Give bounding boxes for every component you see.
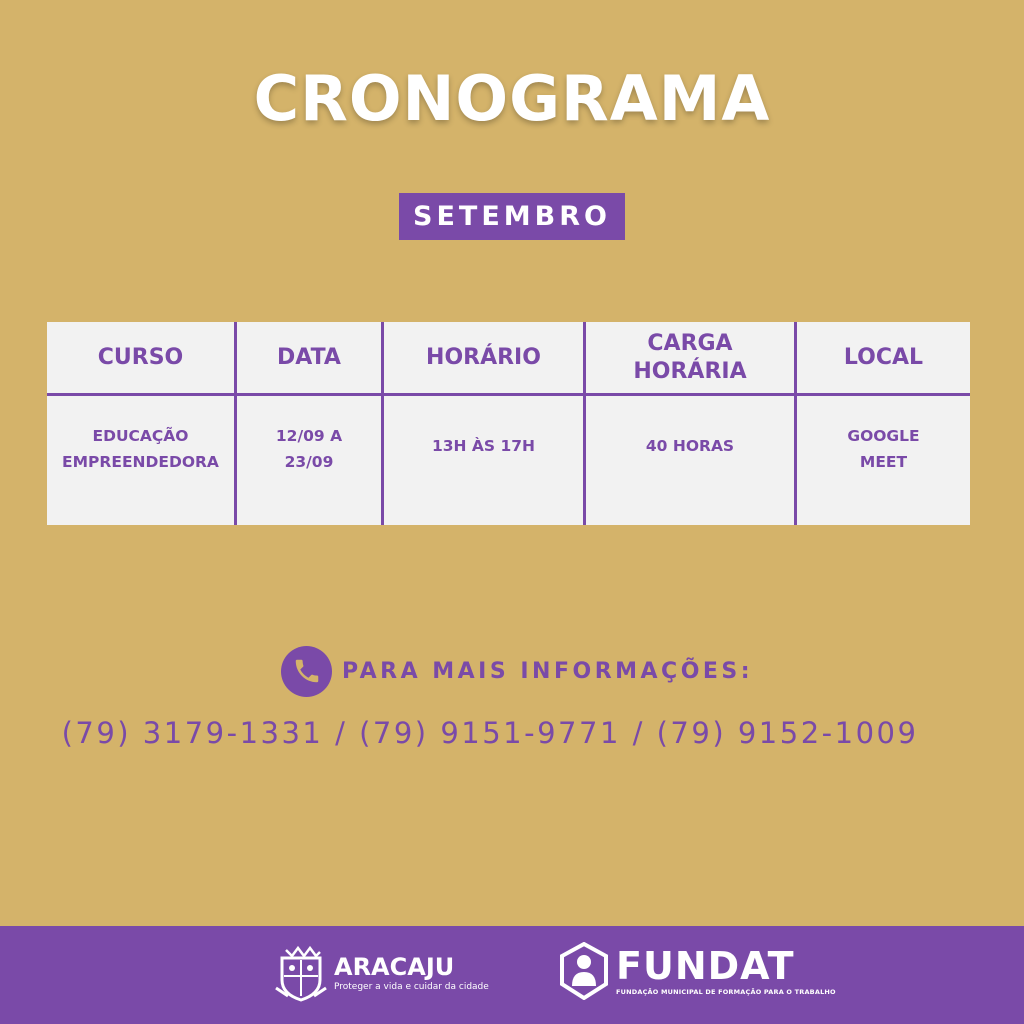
table-cell-line2: EMPREENDEDORA bbox=[62, 452, 219, 471]
month-badge: SETEMBRO bbox=[399, 193, 625, 240]
table-header-line2: HORÁRIA bbox=[633, 358, 747, 384]
table-header-label: DATA bbox=[277, 344, 341, 370]
footer bbox=[0, 926, 1024, 1024]
table-cell-curso bbox=[47, 396, 237, 525]
table-header-label: CURSO bbox=[97, 344, 184, 370]
table-cell-text bbox=[62, 424, 219, 475]
table-header-data bbox=[237, 322, 384, 396]
table-cell-line1: EDUCAÇÃO bbox=[92, 427, 189, 445]
fundat-subtitle: FUNDAÇÃO MUNICIPAL DE FORMAÇÃO PARA O TRABALHO bbox=[616, 987, 836, 996]
table-header-label: LOCAL bbox=[843, 344, 924, 370]
table-cell-text: 13H ÀS 17H bbox=[431, 437, 536, 455]
info-label: PARA MAIS INFORMAÇÕES: bbox=[342, 658, 754, 684]
fundat-logo bbox=[560, 942, 836, 1000]
aracaju-slogan: Proteger a vida e cuidar da cidade bbox=[334, 981, 489, 992]
aracaju-logo bbox=[274, 944, 489, 1002]
table-header-label bbox=[633, 330, 746, 385]
table-cell-text bbox=[847, 424, 919, 475]
fundat-name: FUNDAT bbox=[616, 943, 795, 988]
fundat-emblem-icon bbox=[560, 942, 608, 1000]
coat-of-arms-icon bbox=[274, 944, 328, 1002]
table-cell-text bbox=[276, 424, 342, 475]
table-header-local bbox=[797, 322, 970, 396]
schedule-table bbox=[47, 322, 970, 525]
table-cell-local bbox=[797, 396, 970, 525]
table-header-curso bbox=[47, 322, 237, 396]
table-header-horario bbox=[384, 322, 586, 396]
page-title: CRONOGRAMA bbox=[253, 62, 771, 135]
table-cell-carga-horaria bbox=[586, 396, 797, 525]
phone-icon bbox=[281, 646, 332, 697]
info-section bbox=[281, 646, 753, 696]
table-cell-data bbox=[237, 396, 384, 525]
table-cell-horario bbox=[384, 396, 586, 525]
table-cell-line2: 23/09 bbox=[284, 452, 334, 471]
table-cell-line2: MEET bbox=[859, 452, 908, 471]
aracaju-name: ARACAJU bbox=[334, 952, 455, 981]
table-header-label: HORÁRIO bbox=[426, 344, 541, 370]
table-cell-line1: GOOGLE bbox=[847, 427, 920, 445]
table-cell-text: 40 HORAS bbox=[645, 437, 735, 455]
table-cell-line1: 12/09 A bbox=[275, 427, 343, 445]
table-header-line1: CARGA bbox=[647, 331, 733, 356]
phone-numbers: (79) 3179-1331 / (79) 9151-9771 / (79) 9152-1009 bbox=[61, 716, 919, 750]
table-header-carga-horaria bbox=[586, 322, 797, 396]
